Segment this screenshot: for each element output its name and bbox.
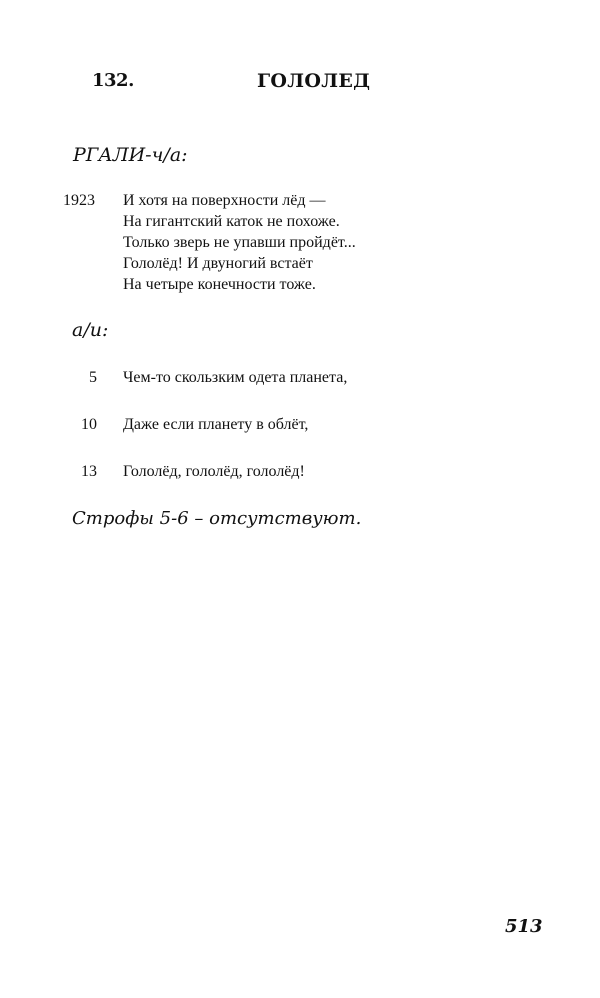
stanza-line: Только зверь не упавши пройдёт...	[123, 234, 356, 251]
page-number: 513	[505, 916, 543, 937]
source-label-primary: РГАЛИ-ч/а:	[73, 144, 188, 166]
stanza-line: На четыре конечности тоже.	[123, 276, 316, 293]
year-label: 1923	[63, 192, 95, 209]
poem-title: ГОЛОЛЕД	[257, 70, 371, 92]
variant-line-text: Гололёд, гололёд, гололёд!	[123, 463, 305, 480]
variant-line-text: Чем-то скользким одета планета,	[123, 369, 348, 386]
variant-line-number: 10	[81, 416, 97, 433]
stanza-line: На гигантский каток не похоже.	[123, 213, 340, 230]
variant-line-number: 5	[89, 369, 97, 386]
variant-line-text: Даже если планету в облёт,	[123, 416, 309, 433]
source-label-secondary: а/и:	[72, 319, 109, 341]
stanza-line: Гололёд! И двуногий встаёт	[123, 255, 313, 272]
variant-line-number: 13	[81, 463, 97, 480]
footnote: Строфы 5-6 – отсутствуют.	[72, 508, 362, 529]
stanza-line: И хотя на поверхности лёд —	[123, 192, 326, 209]
poem-number: 132.	[92, 70, 134, 91]
